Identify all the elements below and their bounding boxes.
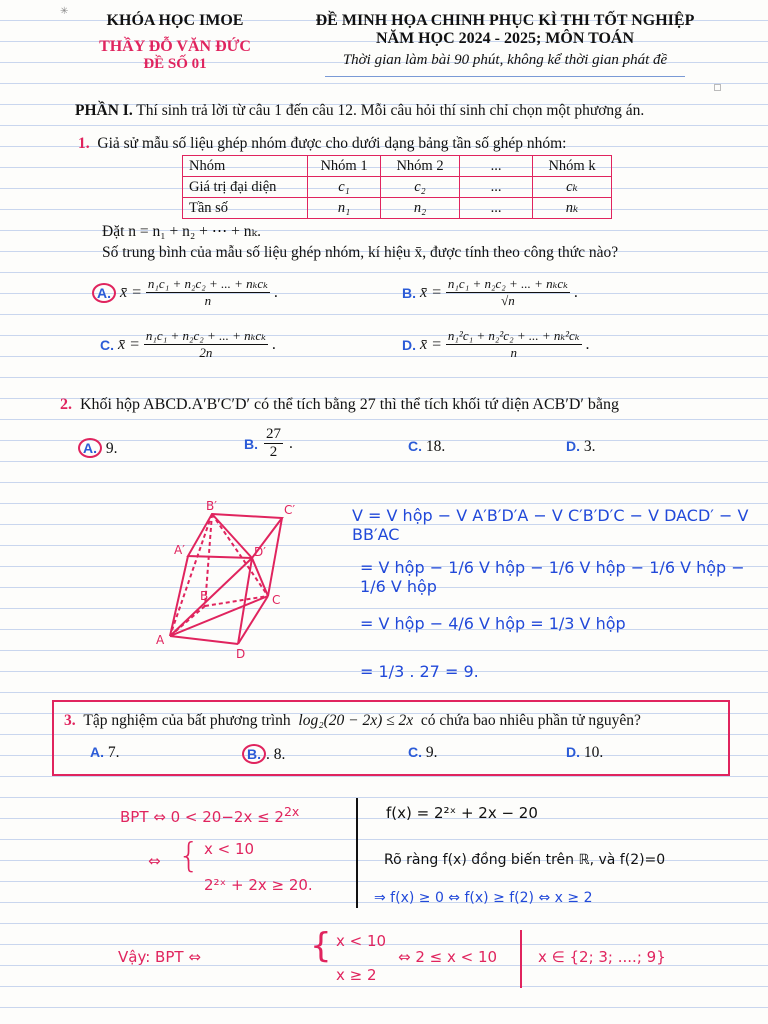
option-value: 9.: [105, 440, 118, 457]
work-line-4: = 1/3 . 27 = 9.: [360, 662, 479, 681]
conclusion-label: Vậy: BPT ⇔: [118, 948, 201, 966]
system-2-line-b: x ≥ 2: [336, 966, 377, 984]
table-cell: ...: [460, 198, 533, 219]
question-number: 1.: [78, 135, 90, 152]
system-1-line-b: 2²ˣ + 2x ≥ 20.: [204, 876, 313, 894]
arrow-equiv: ⇔: [148, 852, 161, 870]
formula-denominator: n: [510, 345, 517, 360]
system-1-line-a: x < 10: [204, 840, 255, 858]
vertex-label: C: [272, 593, 281, 607]
teacher-name: THẦY ĐỖ VĂN ĐỨC: [99, 38, 251, 55]
option-label: D.: [566, 744, 580, 760]
table-cell: Giá trị đại diện: [183, 177, 308, 198]
vertex-label: B: [200, 589, 209, 603]
table-cell: ...: [460, 177, 533, 198]
range-result: ⇔ 2 ≤ x < 10: [398, 948, 498, 966]
question-text: Tập nghiệm của bất phương trình: [83, 712, 291, 729]
small-square-icon: [714, 84, 721, 91]
option-value: 18.: [425, 438, 446, 455]
table-cell: Nhóm k: [533, 156, 612, 177]
inequality-formula: log₂(20 − 2x) ≤ 2x: [298, 712, 414, 729]
edge-bc: [205, 596, 268, 606]
option-label: D.: [402, 336, 416, 353]
formula-denominator: √n: [501, 293, 515, 308]
option-3b[interactable]: [242, 744, 285, 764]
vertex-label: B′: [206, 499, 217, 513]
option-2c[interactable]: [408, 438, 445, 456]
f-monotone-note: Rõ ràng f(x) đồng biến trên ℝ, và f(2)=0: [384, 852, 666, 868]
diag-ac: [170, 596, 268, 636]
table-cell: ...: [460, 156, 533, 177]
table-row: [183, 177, 612, 198]
bpt-line-1: [120, 804, 299, 826]
column-divider: [356, 798, 358, 908]
solution-set: x ∈ {2; 3; ....; 9}: [538, 948, 666, 966]
formula-numerator: n₁c₁ + n₂c₂ + ... + nₖcₖ: [447, 276, 568, 291]
system-brace: {: [178, 836, 200, 876]
work-line-1: V = V hộp − V A′B′D′A − V C′B′D′C − V DACD′ − V BB′AC: [352, 506, 749, 544]
vertex-label: D: [236, 647, 246, 661]
formula-numerator: n₁c₁ + n₂c₂ + ... + nₖcₖ: [147, 276, 268, 291]
option-value: . 8.: [266, 746, 286, 763]
formula-fraction: [146, 276, 270, 309]
question-number: 2.: [60, 396, 72, 413]
f-definition: f(x) = 2²ˣ + 2x − 20: [386, 804, 538, 822]
diag-b1a: [170, 514, 212, 636]
exam-title-line1: ĐỀ MINH HỌA CHINH PHỤC KÌ THI TỐT NGHIỆP: [315, 12, 695, 29]
formula-numerator: n₁c₁ + n₂c₂ + ... + nₖcₖ: [145, 328, 266, 343]
table-cell: Nhóm: [183, 156, 308, 177]
let-statement: Đặt n = n₁ + n₂ + ⋯ + nₖ.: [102, 223, 262, 240]
vertex-label: C′: [284, 503, 296, 517]
time-note: Thời gian làm bài 90 phút, không kể thời gian phát đề: [342, 52, 668, 68]
top-face: [188, 514, 282, 558]
formula-fraction: [446, 276, 570, 309]
selected-answer-mark: A.: [92, 283, 116, 303]
table-cell: n₂: [381, 198, 460, 219]
table-row: [183, 198, 612, 219]
formula-denominator: 2n: [199, 345, 213, 360]
option-tail: .: [289, 434, 293, 452]
parallelepiped-figure: [150, 496, 330, 666]
formula-numerator: n₁²c₁ + n₂²c₂ + ... + nₖ²cₖ: [447, 328, 580, 343]
vertex-label: A′: [174, 543, 185, 557]
exam-title-line2: NĂM HỌC 2024 - 2025; MÔN TOÁN: [375, 30, 635, 47]
edge-ad: [170, 636, 238, 644]
option-label: C.: [408, 744, 422, 760]
question-3: [64, 712, 641, 730]
option-2a[interactable]: [78, 438, 118, 458]
part-text: Thí sinh trả lời từ câu 1 đến câu 12. Mỗi câu hỏi thí sinh chỉ chọn một phương án.: [132, 102, 645, 119]
option-3c[interactable]: [408, 744, 438, 762]
option-label: D.: [566, 438, 580, 454]
option-value: 9.: [425, 744, 438, 761]
question-1: [78, 135, 566, 153]
xbar-symbol: x̄ =: [420, 335, 442, 353]
table-cell: n₁: [308, 198, 381, 219]
system-brace: {: [310, 926, 332, 966]
formula-fraction: [446, 328, 582, 361]
diag-ad1: [170, 558, 252, 636]
option-label: B.: [244, 435, 258, 452]
diag-b1d1: [212, 514, 252, 558]
fraction-denominator: 2: [269, 444, 278, 460]
edge-aa: [170, 556, 188, 636]
header-left: [80, 12, 270, 73]
question-1-ask: Số trung bình của mẫu số liệu ghép nhóm, kí hiệu x̄, được tính theo công thức nào?: [102, 244, 619, 261]
frequency-table-wrap: [182, 155, 612, 219]
part-instruction: [75, 102, 644, 120]
vertex-label: A: [156, 633, 165, 647]
result-divider: [520, 930, 522, 988]
option-1d[interactable]: D. x̄ = $\frac{\text{n₁²c₁ + n₂²c₂ + ... + nₖ²cₖ}}{n}$ .: [402, 328, 590, 360]
xbar-symbol: x̄ =: [420, 283, 442, 301]
frequency-table: [182, 155, 612, 219]
table-cell: cₖ: [533, 177, 612, 198]
option-2b[interactable]: [244, 426, 293, 461]
xbar-symbol: x̄ =: [118, 335, 140, 353]
option-value: 7.: [107, 744, 120, 761]
system-2-line-a: x < 10: [336, 932, 387, 950]
selected-answer-mark: A.: [78, 438, 102, 458]
table-cell: c₂: [381, 177, 460, 198]
bpt-exponent: 2x: [283, 804, 300, 819]
exam-number: ĐỀ SỐ 01: [143, 56, 207, 72]
bpt-expression: BPT ⇔ 0 < 20−2x ≤ 2: [120, 808, 284, 826]
f-implication: ⇒ f(x) ≥ 0 ⇔ f(x) ≥ f(2) ⇔ x ≥ 2: [374, 890, 593, 906]
diag-cd1: [252, 558, 268, 596]
header-right: [295, 12, 715, 69]
question-text: Giả sử mẫu số liệu ghép nhóm được cho dưới dạng bảng tần số ghép nhóm:: [97, 135, 567, 152]
question-2: [60, 396, 619, 414]
part-label: PHẦN I.: [75, 102, 133, 119]
table-cell: c₁: [308, 177, 381, 198]
edge-cc: [268, 518, 282, 596]
option-label: A.: [90, 744, 104, 760]
table-cell: nₖ: [533, 198, 612, 219]
option-label: C.: [100, 336, 114, 353]
option-label: B.: [402, 284, 416, 301]
xbar-symbol: x̄ =: [120, 283, 142, 301]
table-cell: Nhóm 1: [308, 156, 381, 177]
formula-denominator: n: [204, 293, 212, 308]
option-1b[interactable]: B. x̄ = $\frac{\text{n₁c₁ + n₂c₂ + ... + nₖcₖ}}{√n}$ .: [402, 276, 578, 308]
option-3d[interactable]: [566, 744, 603, 762]
table-row: [183, 156, 612, 177]
option-3a[interactable]: [90, 744, 120, 762]
question-text: có chứa bao nhiêu phần tử nguyên?: [420, 712, 641, 729]
work-line-3: = V hộp − 4/6 V hộp = 1/3 V hộp: [360, 614, 626, 633]
formula-fraction: [144, 328, 268, 361]
table-cell: Tần số: [183, 198, 308, 219]
fraction-numerator: 27: [266, 426, 281, 442]
question-text: Khối hộp ABCD.A′B′C′D′ có thể tích bằng 27 thì thể tích khối tứ diện ACB′D′ bằng: [80, 396, 619, 413]
option-1a[interactable]: A. x̄ = $\frac{\text{n₁c₁ + n₂c₂ + ... + nₖcₖ}}{n}$ .: [92, 276, 278, 309]
selected-answer-mark: B.: [242, 744, 266, 764]
option-value: 3.: [583, 438, 596, 455]
option-fraction: [264, 426, 283, 461]
header-divider: [325, 76, 685, 77]
option-label: C.: [408, 438, 422, 454]
option-value: 10.: [583, 744, 604, 761]
vertex-label: D′: [254, 545, 266, 559]
table-cell: Nhóm 2: [381, 156, 460, 177]
course-name: KHÓA HỌC IMOE: [106, 12, 244, 29]
option-1c[interactable]: C. x̄ = $\frac{\text{n₁c₁ + n₂c₂ + ... + nₖcₖ}}{2n}$ .: [100, 328, 276, 360]
option-2d[interactable]: [566, 438, 596, 456]
corner-mark-icon: ✳: [60, 6, 69, 17]
question-number: 3.: [64, 712, 76, 729]
work-line-2: = V hộp − 1/6 V hộp − 1/6 V hộp − 1/6 V hộp − 1/6 V hộp: [360, 558, 745, 596]
